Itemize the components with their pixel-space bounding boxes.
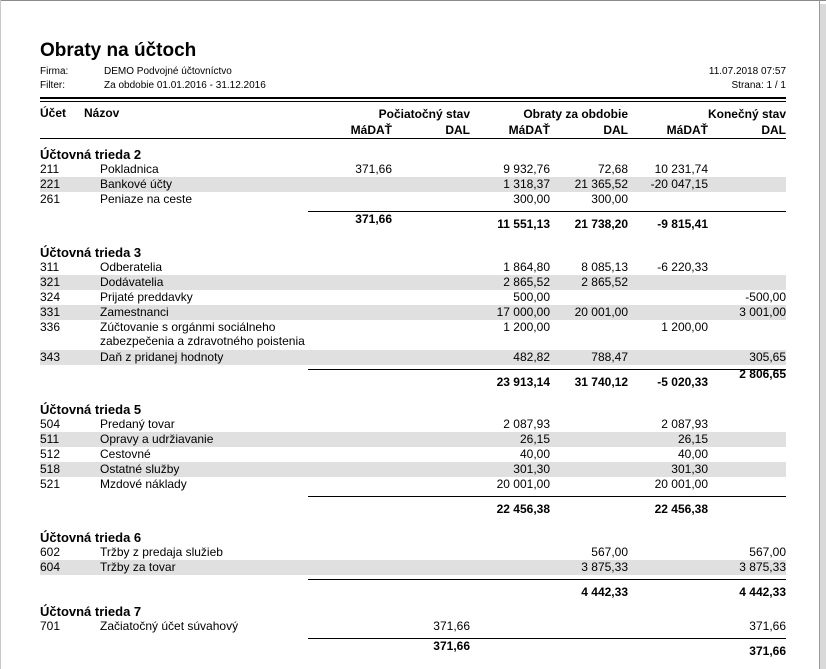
group-total-rule — [308, 638, 786, 639]
account-number: 602 — [40, 545, 61, 559]
total-k-md: -9 815,41 — [657, 217, 708, 231]
col-header-o-dal: DAL — [603, 123, 628, 137]
cell-o-dal: 567,00 — [591, 545, 628, 559]
account-number: 324 — [40, 290, 61, 304]
account-name: Začiatočný účet súvahový — [100, 619, 239, 633]
header-rule-top — [40, 97, 786, 99]
account-number: 511 — [40, 432, 60, 446]
cell-p-dal: 371,66 — [433, 619, 470, 633]
account-name: Cestovné — [100, 447, 151, 461]
total-p-md: 371,66 — [355, 212, 392, 226]
account-name: Zamestnanci — [100, 305, 169, 319]
window-left-border — [0, 0, 1, 669]
account-number: 261 — [40, 192, 61, 206]
group-title: Účtovná trieda 6 — [40, 530, 142, 545]
cell-k-md: -20 047,15 — [650, 177, 708, 191]
cell-o-dal: 21 365,52 — [574, 177, 628, 191]
group-total-rule — [308, 579, 786, 580]
account-number: 311 — [40, 260, 60, 274]
group-total-rule — [308, 369, 786, 370]
header-rule-top-thin — [40, 101, 786, 102]
cell-o-md: 20 001,00 — [496, 477, 550, 491]
cell-o-md: 26,15 — [519, 432, 550, 446]
account-number: 211 — [40, 162, 60, 176]
page-number: Strana: 1 / 1 — [731, 80, 786, 91]
cell-o-md: 301,30 — [513, 462, 550, 476]
cell-o-md: 1 318,37 — [503, 177, 550, 191]
col-header-o-madat: MáDAŤ — [508, 123, 550, 137]
cell-o-md: 1 200,00 — [503, 320, 550, 334]
cell-k-dal: 305,65 — [749, 350, 786, 364]
group-title: Účtovná trieda 5 — [40, 402, 142, 417]
col-header-pociatocny: Počiatočný stav — [378, 107, 470, 121]
total-k-dal: 4 442,33 — [739, 585, 786, 599]
account-name: Dodávatelia — [100, 275, 164, 289]
cell-k-dal: 3 875,33 — [739, 560, 786, 574]
account-name: Odberatelia — [100, 260, 163, 274]
cell-k-dal: 3 001,00 — [739, 305, 786, 319]
account-number: 521 — [40, 477, 61, 491]
account-name: Opravy a udržiavanie — [100, 432, 214, 446]
cell-o-dal: 788,47 — [591, 350, 628, 364]
col-header-nazov: Názov — [84, 106, 120, 120]
cell-k-dal: 371,66 — [749, 619, 786, 633]
account-name: Predaný tovar — [100, 417, 175, 431]
total-k-dal: 2 806,65 — [739, 367, 786, 381]
total-o-dal: 4 442,33 — [581, 585, 628, 599]
account-name: Tržby z predaja služieb — [100, 545, 223, 559]
window-top-border — [0, 0, 826, 1]
cell-o-md: 500,00 — [513, 290, 550, 304]
header-rule-bottom — [40, 138, 786, 139]
total-o-md: 22 456,38 — [496, 502, 550, 516]
account-number: 336 — [40, 320, 61, 334]
total-o-dal: 31 740,12 — [574, 375, 628, 389]
cell-o-md: 40,00 — [519, 447, 550, 461]
account-number: 701 — [40, 619, 61, 633]
filter-label: Filter: — [40, 80, 65, 91]
account-name: Mzdové náklady — [100, 477, 187, 491]
total-o-md: 23 913,14 — [496, 375, 550, 389]
account-name: Daň z pridanej hodnoty — [100, 350, 224, 364]
col-header-obraty: Obraty za obdobie — [523, 107, 628, 121]
col-header-ucet: Účet — [40, 106, 67, 120]
account-number: 321 — [40, 275, 61, 289]
cell-k-md: 10 231,74 — [654, 162, 708, 176]
account-number: 343 — [40, 350, 61, 364]
total-p-dal: 371,66 — [433, 639, 470, 653]
page-shadow — [820, 4, 826, 669]
cell-k-md: 20 001,00 — [654, 477, 708, 491]
total-k-md: -5 020,33 — [657, 375, 708, 389]
account-number: 504 — [40, 417, 61, 431]
col-header-p-dal: DAL — [445, 123, 470, 137]
cell-k-dal: -500,00 — [745, 290, 786, 304]
account-name: Peniaze na ceste — [100, 192, 193, 206]
cell-k-md: 2 087,93 — [661, 417, 708, 431]
col-header-k-dal: DAL — [761, 123, 786, 137]
cell-o-dal: 8 085,13 — [581, 260, 628, 274]
account-name: Ostatné služby — [100, 462, 180, 476]
account-name: Pokladnica — [100, 162, 159, 176]
cell-o-md: 17 000,00 — [496, 305, 550, 319]
cell-o-md: 1 864,80 — [503, 260, 550, 274]
print-datetime: 11.07.2018 07:57 — [708, 66, 786, 77]
group-title: Účtovná trieda 3 — [40, 245, 142, 260]
cell-k-md: -6 220,33 — [657, 260, 708, 274]
total-o-dal: 21 738,20 — [574, 217, 628, 231]
cell-o-md: 2 865,52 — [503, 275, 550, 289]
account-number: 604 — [40, 560, 61, 574]
total-k-md: 22 456,38 — [654, 502, 708, 516]
account-number: 221 — [40, 177, 61, 191]
cell-o-md: 300,00 — [513, 192, 550, 206]
firma-value: DEMO Podvojné účtovníctvo — [104, 66, 232, 77]
firma-label: Firma: — [40, 66, 69, 77]
cell-k-md: 40,00 — [677, 447, 708, 461]
cell-o-md: 9 932,76 — [503, 162, 550, 176]
cell-k-dal: 567,00 — [749, 545, 786, 559]
cell-o-dal: 3 875,33 — [581, 560, 628, 574]
account-number: 518 — [40, 462, 61, 476]
cell-o-dal: 20 001,00 — [574, 305, 628, 319]
cell-k-md: 1 200,00 — [661, 320, 708, 334]
report-title: Obraty na účtoch — [40, 40, 197, 61]
account-name: Prijaté preddavky — [100, 290, 193, 304]
account-number: 512 — [40, 447, 61, 461]
group-title: Účtovná trieda 2 — [40, 147, 142, 162]
cell-k-md: 26,15 — [677, 432, 708, 446]
cell-o-dal: 300,00 — [591, 192, 628, 206]
total-k-dal: 371,66 — [749, 644, 786, 658]
cell-k-md: 301,30 — [671, 462, 708, 476]
col-header-p-madat: MáDAŤ — [350, 123, 392, 137]
account-name: zabezpečenia a zdravotného poistenia — [100, 334, 305, 348]
cell-o-dal: 2 865,52 — [581, 275, 628, 289]
group-title: Účtovná trieda 7 — [40, 604, 142, 619]
cell-p-md: 371,66 — [355, 162, 392, 176]
cell-o-dal: 72,68 — [597, 162, 628, 176]
cell-o-md: 2 087,93 — [503, 417, 550, 431]
account-name: Bankové účty — [100, 177, 173, 191]
filter-value: Za obdobie 01.01.2016 - 31.12.2016 — [104, 80, 266, 91]
col-header-k-madat: MáDAŤ — [666, 123, 708, 137]
total-o-md: 11 551,13 — [497, 217, 550, 231]
account-name: Tržby za tovar — [100, 560, 176, 574]
account-name: Zúčtovanie s orgánmi sociálneho — [100, 320, 276, 334]
col-header-konecny: Konečný stav — [707, 107, 786, 121]
group-total-rule — [308, 496, 786, 497]
account-number: 331 — [40, 305, 61, 319]
cell-o-md: 482,82 — [513, 350, 550, 364]
